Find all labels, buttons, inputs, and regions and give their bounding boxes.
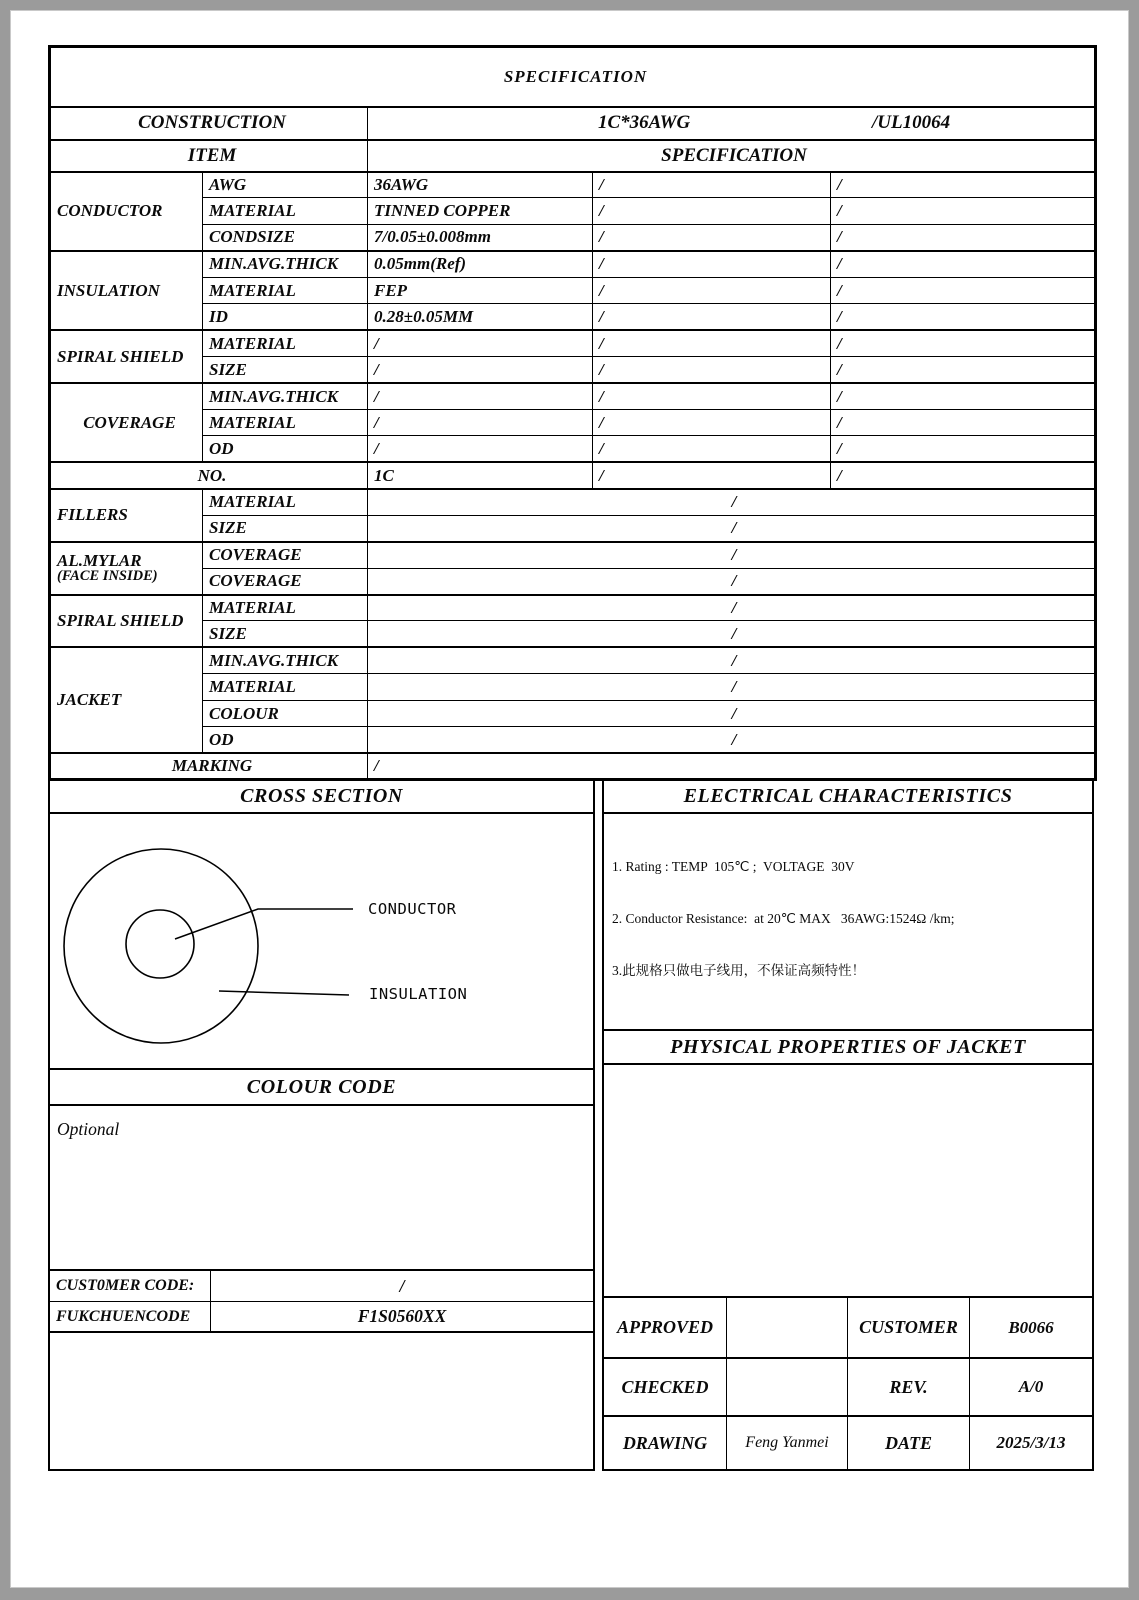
insulation-diagram-label: INSULATION [369, 985, 468, 1003]
item-label: MIN.AVG.THICK [203, 647, 368, 673]
conductor-diagram-label: CONDUCTOR [368, 900, 457, 918]
group-label-insulation: INSULATION [50, 251, 203, 330]
item-label: SIZE [203, 357, 368, 383]
spec-value-merged: / [368, 568, 1096, 594]
electrical-notes [612, 823, 1090, 1014]
spec-value: / [368, 383, 593, 409]
electrical-panel [602, 779, 1094, 1471]
construction-label: CONSTRUCTION [50, 107, 368, 140]
specification-table [48, 45, 1097, 781]
item-label: COVERAGE [203, 542, 368, 568]
spec-value: / [831, 330, 1096, 356]
insulation-circle [64, 849, 258, 1043]
page-title: SPECIFICATION [50, 47, 1096, 107]
electrical-note-2: 2. Conductor Resistance: at 20℃ MAX 36AWG:1524Ω /km; [612, 911, 955, 927]
cross-section-header: CROSS SECTION [50, 781, 593, 814]
physical-properties-header: PHYSICAL PROPERTIES OF JACKET [604, 1029, 1092, 1065]
customer-code-row [50, 1269, 593, 1301]
spec-value: / [593, 224, 831, 250]
spec-value: / [831, 383, 1096, 409]
group-label-spiral-shield-2: SPIRAL SHIELD [50, 595, 203, 648]
item-label: COVERAGE [203, 568, 368, 594]
spec-value: / [831, 357, 1096, 383]
spec-value: / [831, 172, 1096, 198]
conductor-circle [126, 910, 194, 978]
spec-value-merged: / [368, 542, 1096, 568]
approved-label: APPROVED [616, 1317, 713, 1337]
spec-value: / [593, 357, 831, 383]
item-label: MATERIAL [203, 489, 368, 515]
colour-code-header: COLOUR CODE [50, 1068, 593, 1106]
al-mylar-line2: (FACE INSIDE) [57, 568, 158, 585]
item-label: MATERIAL [203, 674, 368, 700]
item-label: AWG [203, 172, 368, 198]
spec-value: / [368, 330, 593, 356]
electrical-note-1: 1. Rating : TEMP 105℃ ; VOLTAGE 30V [612, 858, 855, 874]
item-label: MIN.AVG.THICK [203, 251, 368, 277]
spec-value: / [368, 436, 593, 462]
spec-value-merged: / [368, 647, 1096, 673]
checked-label: CHECKED [604, 1357, 726, 1415]
construction-type: 1C*36AWG [598, 112, 691, 134]
customer-code-label: CUST0MER CODE: [50, 1271, 211, 1301]
spec-value: / [593, 409, 831, 435]
spec-value: / [368, 357, 593, 383]
group-label-no: NO. [50, 462, 368, 488]
checked-signature [726, 1357, 847, 1415]
item-label: SIZE [203, 621, 368, 647]
fukchuen-code-value: F1S0560XX [357, 1306, 447, 1326]
spec-value-merged: / [368, 489, 1096, 515]
spec-header: SPECIFICATION [368, 140, 1096, 172]
date-value: 2025/3/13 [969, 1415, 1092, 1469]
construction-value-cell [368, 107, 1096, 140]
item-label: MATERIAL [203, 595, 368, 621]
approved-signature [726, 1298, 847, 1357]
electrical-header: ELECTRICAL CHARACTERISTICS [604, 781, 1092, 814]
group-label-marking: MARKING [50, 753, 368, 779]
spec-value: FEP [368, 277, 593, 303]
spec-value: / [831, 462, 1096, 488]
spec-value: / [593, 436, 831, 462]
spec-value-merged: / [368, 595, 1096, 621]
date-label: DATE [847, 1415, 969, 1469]
item-label: MIN.AVG.THICK [203, 383, 368, 409]
spec-value: / [831, 304, 1096, 330]
item-label: CONDSIZE [203, 224, 368, 250]
marking-value: / [368, 753, 1096, 779]
item-header: ITEM [50, 140, 368, 172]
spec-value: / [831, 277, 1096, 303]
group-label-spiral-shield: SPIRAL SHIELD [50, 330, 203, 383]
fukchuen-code-row [50, 1301, 593, 1333]
spec-value: / [593, 304, 831, 330]
customer-value: B0066 [969, 1298, 1092, 1357]
item-label: OD [203, 727, 368, 753]
rev-label: REV. [847, 1357, 969, 1415]
spec-value-merged: / [368, 727, 1096, 753]
item-label: COLOUR [203, 700, 368, 726]
item-label: MATERIAL [203, 198, 368, 224]
group-label-fillers: FILLERS [50, 489, 203, 542]
spec-value: / [831, 198, 1096, 224]
item-label: MATERIAL [203, 409, 368, 435]
item-label: MATERIAL [203, 330, 368, 356]
spec-value: 0.05mm(Ref) [368, 251, 593, 277]
spec-value: TINNED COPPER [368, 198, 593, 224]
item-label: SIZE [203, 515, 368, 541]
spec-value: / [593, 277, 831, 303]
spec-value-merged: / [368, 515, 1096, 541]
cable-cross-section-diagram [50, 815, 597, 1068]
spec-value: / [593, 462, 831, 488]
al-mylar-line1: AL.MYLAR [57, 550, 142, 570]
spec-value: 1C [368, 462, 593, 488]
spec-value: / [831, 436, 1096, 462]
drawing-label: DRAWING [604, 1415, 726, 1469]
spec-value-merged: / [368, 700, 1096, 726]
rev-value: A/0 [969, 1357, 1092, 1415]
approval-table [604, 1296, 1092, 1469]
spec-value: / [831, 409, 1096, 435]
spec-value: / [831, 251, 1096, 277]
customer-label: CUSTOMER [847, 1298, 969, 1357]
fukchuen-code-label: FUKCHUENCODE [50, 1302, 211, 1331]
spec-value: / [593, 251, 831, 277]
group-label-coverage: COVERAGE [50, 383, 203, 462]
spec-value: 36AWG [368, 172, 593, 198]
document-page [10, 10, 1129, 1588]
spec-value-merged: / [368, 621, 1096, 647]
spec-value: / [593, 172, 831, 198]
insulation-leader-line [219, 991, 349, 995]
electrical-note-3: 3.此规格只做电子线用，不保证高频特性！ [612, 963, 866, 979]
spec-value: / [831, 224, 1096, 250]
item-label: OD [203, 436, 368, 462]
spec-value: 0.28±0.05MM [368, 304, 593, 330]
spec-value: / [368, 409, 593, 435]
customer-code-value: / [399, 1275, 405, 1296]
spec-value: / [593, 383, 831, 409]
group-label-conductor: CONDUCTOR [50, 172, 203, 251]
item-label: MATERIAL [203, 277, 368, 303]
spec-value: / [593, 198, 831, 224]
group-label-jacket: JACKET [50, 647, 203, 753]
cross-section-panel [48, 779, 595, 1471]
conductor-leader-line [175, 909, 353, 939]
item-label: ID [203, 304, 368, 330]
spec-value: 7/0.05±0.008mm [368, 224, 593, 250]
group-label-al-mylar [50, 542, 203, 595]
spec-value: / [593, 330, 831, 356]
construction-standard: /UL10064 [872, 112, 951, 134]
spec-value-merged: / [368, 674, 1096, 700]
drawing-signature: Feng Yanmei [726, 1415, 847, 1469]
colour-code-note: Optional [57, 1119, 120, 1139]
